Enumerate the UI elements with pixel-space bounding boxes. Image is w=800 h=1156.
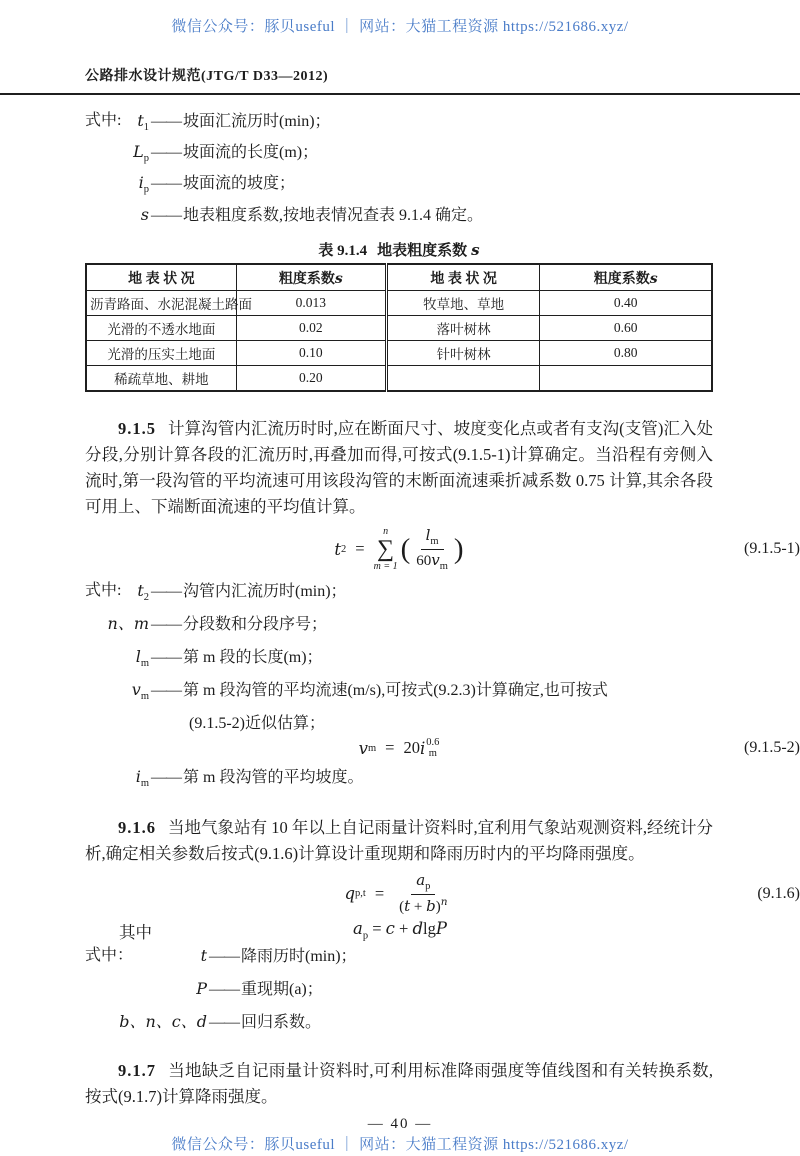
def-prefix: 式中: bbox=[85, 112, 122, 129]
section-9.1.6-paragraph bbox=[85, 815, 713, 867]
def-term: $L_p$ bbox=[133, 142, 149, 165]
def-term: $t_2$ bbox=[137, 580, 149, 603]
formula-916 bbox=[0, 871, 800, 917]
section-text: 当地气象站有 10 年以上自记雨量计资料时,宜利用气象站观测资料,经统计分析,确定相关参数后按式(9.1.6)计算设计重现期和降雨历时内的平均降雨强度。 bbox=[85, 817, 713, 863]
def-description: 坡面流的坡度； bbox=[183, 175, 296, 193]
equation-number: (9.1.5-2) bbox=[744, 739, 800, 757]
roughness-table bbox=[0, 263, 800, 392]
def-term: $i_m$ bbox=[135, 766, 149, 789]
section-9.1.5-paragraph bbox=[85, 416, 713, 520]
definition-row bbox=[85, 109, 713, 140]
def-term: n、m bbox=[107, 613, 149, 633]
summation-symbol: n ∑ m = 1 bbox=[373, 525, 398, 572]
equation-number: (9.1.5-1) bbox=[744, 539, 800, 557]
formula-9152 bbox=[0, 737, 800, 760]
def-prefix: 式中： bbox=[85, 946, 134, 964]
def-dash: —— bbox=[151, 113, 181, 130]
ap-formula-row bbox=[0, 919, 800, 943]
formula-body: q p,t = $\frac{a_p}{(t + b)^n}$ bbox=[344, 871, 453, 917]
def-description: 降雨历时(min)； bbox=[241, 947, 357, 965]
col-header-surface: 地 表 状 况 bbox=[86, 264, 236, 291]
def-term: t bbox=[200, 945, 207, 965]
def-term: b、n、c、d bbox=[119, 1012, 207, 1032]
table-number: 表 9.1.4 bbox=[318, 242, 368, 259]
fraction: $\frac{a_p}{(t + b)^n}$ bbox=[399, 870, 448, 915]
table-title: 地表粗度系数 bbox=[377, 242, 468, 259]
def-description: 第 m 段的长度(m)； bbox=[183, 649, 323, 667]
table-row: 光滑的压实土地面 0.10 针叶树林 0.80 bbox=[86, 341, 712, 366]
def-term: $l_m$ bbox=[135, 647, 149, 670]
col-header-surface: 地 表 状 况 bbox=[386, 264, 539, 291]
def-description: 坡面流的长度(m)； bbox=[183, 144, 319, 162]
section-number: 9.1.6 bbox=[118, 817, 156, 837]
def-description: 沟管内汇流历时(min)； bbox=[183, 582, 347, 600]
definition-im bbox=[0, 764, 800, 797]
formula-9151 bbox=[0, 526, 800, 572]
definition-row bbox=[85, 943, 713, 976]
table-row: 稀疏草地、耕地 0.20 bbox=[86, 366, 712, 391]
definition-row bbox=[85, 764, 713, 797]
def-term: $t_1$ bbox=[137, 111, 149, 134]
equation-number: (9.1.6) bbox=[757, 884, 800, 902]
def-dash: —— bbox=[151, 206, 181, 224]
table-row: 光滑的不透水地面 0.02 落叶树林 0.60 bbox=[86, 316, 712, 341]
def-description: 重现期(a)； bbox=[241, 980, 323, 998]
col-header-coef: 粗度系数s bbox=[540, 264, 712, 291]
section-text: 计算沟管内汇流历时时,应在断面尺寸、坡度变化点或者有支沟(支管)汇入处分段,分别计算各段的汇流历时,再叠加而得,可按式(9.1.5-1)计算确定。当沿程有旁侧入流时,第一段沟管的平均流速可用该段沟管的末断面流速乘折减系数 0.75 计算,其余各段可用上、下端断面流速的平均值计算。 bbox=[85, 418, 713, 516]
fraction: $\frac{l_m}{60v_m}$ bbox=[416, 525, 448, 572]
section-number: 9.1.7 bbox=[118, 1061, 156, 1081]
def-dash: —— bbox=[209, 980, 239, 998]
definition-list-rain bbox=[0, 943, 800, 1043]
definition-list-t1 bbox=[0, 109, 800, 234]
definition-row bbox=[85, 611, 713, 644]
def-description: 地表粗度系数,按地表情况查表 9.1.4 确定。 bbox=[183, 206, 484, 224]
table-title-variable: s bbox=[471, 240, 480, 259]
document-title: 公路排水设计规范(JTG/T D33—2012) bbox=[85, 69, 329, 84]
def-dash: —— bbox=[151, 175, 181, 193]
definition-row bbox=[85, 677, 713, 710]
def-dash: —— bbox=[151, 768, 181, 786]
formula-body: t 2 = n ∑ m = 1 ( $\frac{l_m}{60v_m}$ ) bbox=[334, 525, 464, 572]
definition-row bbox=[85, 644, 713, 677]
def-term: $i_p$ bbox=[138, 173, 149, 196]
def-dash: —— bbox=[151, 582, 181, 600]
running-header bbox=[0, 66, 800, 95]
definition-row bbox=[85, 171, 713, 202]
watermark-bottom: 微信公众号：豚贝useful ｜ 网站：大猫工程资源 https://521686.xyz/ bbox=[171, 1137, 629, 1154]
page-number: — 40 — bbox=[367, 1116, 433, 1133]
def-description: 回归系数。 bbox=[241, 1014, 322, 1032]
table-row: 沥青路面、水泥混凝土路面 0.013 牧草地、草地 0.40 bbox=[86, 291, 712, 316]
def-description: 第 m 段沟管的平均坡度。 bbox=[183, 768, 364, 786]
def-term: $v_m$ bbox=[131, 680, 149, 703]
def-term: s bbox=[140, 204, 149, 224]
watermark-top: 微信公众号：豚贝useful ｜ 网站：大猫工程资源 https://521686.xyz/ bbox=[171, 19, 629, 35]
definition-row bbox=[85, 1009, 713, 1042]
definition-row bbox=[85, 140, 713, 171]
def-dash: —— bbox=[151, 144, 181, 162]
def-dash: —— bbox=[151, 615, 181, 633]
def-description: 坡面汇流历时(min)； bbox=[183, 113, 331, 130]
section-text: 当地缺乏自记雨量计资料时,可利用标准降雨强度等值线图和有关转换系数,按式(9.1.7)计算降雨强度。 bbox=[85, 1061, 713, 1107]
qizhong-label: 其中 bbox=[119, 922, 152, 942]
col-header-coef: 粗度系数s bbox=[236, 264, 386, 291]
def-dash: —— bbox=[209, 947, 239, 965]
ap-formula: $a_p = c + dlgP$ bbox=[353, 918, 447, 941]
def-description-continued: (9.1.5-2)近似估算； bbox=[189, 714, 325, 732]
def-description: 分段数和分段序号； bbox=[183, 615, 328, 633]
def-dash: —— bbox=[151, 682, 181, 700]
open-paren: ( bbox=[400, 532, 411, 565]
def-dash: —— bbox=[209, 1014, 239, 1032]
formula-body: v m = 20 i 0.6 m bbox=[358, 736, 440, 760]
def-dash: —— bbox=[151, 649, 181, 667]
def-description: 第 m 段沟管的平均流速(m/s),可按式(9.2.3)计算确定,也可按式 bbox=[183, 682, 608, 700]
definition-list-t2 bbox=[0, 578, 800, 737]
def-term: P bbox=[196, 978, 207, 998]
definition-row bbox=[85, 578, 713, 611]
section-9.1.7-paragraph bbox=[85, 1058, 713, 1110]
table-header-row bbox=[86, 264, 712, 291]
section-number: 9.1.5 bbox=[118, 418, 156, 438]
definition-row bbox=[85, 203, 713, 234]
def-prefix: 式中: bbox=[85, 581, 122, 599]
definition-row bbox=[85, 976, 713, 1009]
close-paren: ) bbox=[453, 532, 464, 565]
table-caption bbox=[0, 240, 800, 261]
